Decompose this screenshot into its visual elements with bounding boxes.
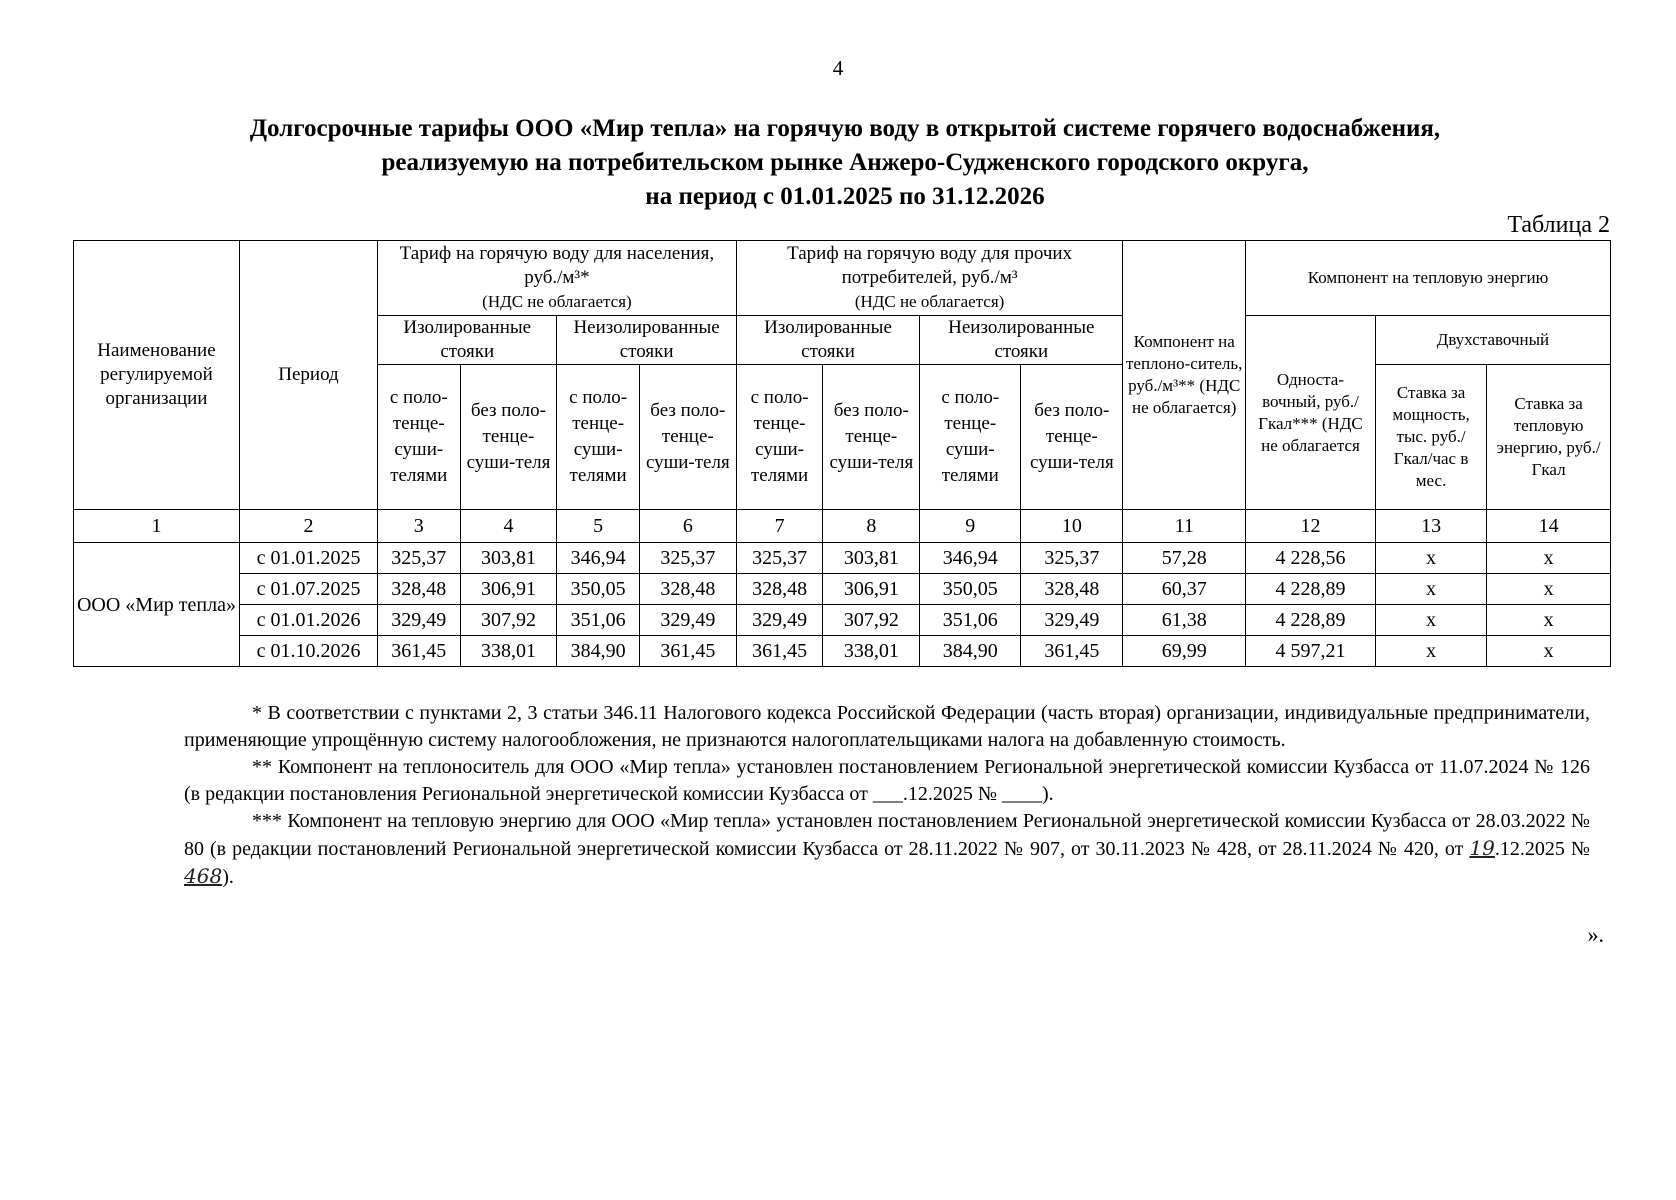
column-number: 6 [639,510,736,543]
header-col6: без поло-тенце-суши-теля [639,365,736,510]
table-cell: 328,48 [1021,574,1123,605]
handwritten-day: 19 [1469,836,1495,860]
column-number: 2 [239,510,377,543]
table-cell: 350,05 [557,574,639,605]
header-carrier-component: Компонент на теплоно-ситель, руб./м³** (НДС не облагается) [1123,241,1246,510]
header-row-1 [74,241,1611,316]
header-single-rate: Односта-вочный, руб./Гкал*** (НДС не облагается [1246,316,1376,510]
table-cell: 4 597,21 [1246,636,1376,667]
table-row [74,605,1611,636]
header-population-tariff [378,241,737,316]
table-cell: x [1487,543,1611,574]
table-cell: 384,90 [920,636,1021,667]
column-number: 4 [460,510,557,543]
tariff-table [73,240,1611,667]
table-cell: 69,99 [1123,636,1246,667]
column-number: 12 [1246,510,1376,543]
header-insulated-pop: Изолированные стояки [378,316,557,365]
table-cell: 350,05 [920,574,1021,605]
header-period: Период [239,241,377,510]
column-number: 13 [1375,510,1486,543]
table-row [74,574,1611,605]
table-cell: 306,91 [823,574,920,605]
table-cell: 4 228,56 [1246,543,1376,574]
title-line-1: Долгосрочные тарифы ООО «Мир тепла» на горячую воду в открытой системе горячего водоснабжения, [249,115,1441,142]
header-org: Наименование регулируемой организации [74,241,240,510]
title-line-3: на период с 01.01.2025 по 31.12.2026 [645,183,1045,210]
table-cell: 351,06 [920,605,1021,636]
table-cell: 325,37 [736,543,823,574]
table-cell: 328,48 [639,574,736,605]
header-non-insulated-pop: Неизолированные стояки [557,316,736,365]
column-numbers-row [74,510,1611,543]
period-cell: с 01.07.2025 [239,574,377,605]
table-cell: 325,37 [639,543,736,574]
table-cell: 329,49 [736,605,823,636]
table-cell: 4 228,89 [1246,574,1376,605]
header-non-insulated-other: Неизолированные стояки [920,316,1123,365]
period-cell: с 01.10.2026 [239,636,377,667]
table-cell: 329,49 [378,605,460,636]
header-col8: без поло-тенце-суши-теля [823,365,920,510]
handwritten-number: 468 [184,864,223,888]
table-cell: 351,06 [557,605,639,636]
table-row [74,543,1611,574]
column-number: 8 [823,510,920,543]
table-cell: 306,91 [460,574,557,605]
organization-name: ООО «Мир тепла» [74,543,240,667]
table-cell: 338,01 [460,636,557,667]
table-cell: x [1375,543,1486,574]
header-insulated-other: Изолированные стояки [736,316,919,365]
table-cell: 61,38 [1123,605,1246,636]
footnote-2: ** Компонент на теплоноситель для ООО «Мир тепла» установлен постановлением Региональной энергетической комиссии Кузбасса от 11.07.2024 № 126 (в редакции постановления Региональной энергетической комиссии Кузбасса от ___.12.2025 № ____). [184,756,1590,805]
column-number: 5 [557,510,639,543]
column-number: 3 [378,510,460,543]
column-number: 7 [736,510,823,543]
column-number: 10 [1021,510,1123,543]
table-cell: 346,94 [920,543,1021,574]
table-cell: x [1487,636,1611,667]
table-cell: 307,92 [823,605,920,636]
column-number: 9 [920,510,1021,543]
footnote-3-mid: .12.2025 № [1494,838,1590,860]
period-cell: с 01.01.2026 [239,605,377,636]
table-cell: 307,92 [460,605,557,636]
table-cell: 325,37 [1021,543,1123,574]
table-cell: 303,81 [823,543,920,574]
table-cell: 325,37 [378,543,460,574]
title-line-2: реализуемую на потребительском рынке Анжеро-Судженского городского округа, [381,149,1309,176]
footnote-1: * В соответствии с пунктами 2, 3 статьи 346.11 Налогового кодекса Российской Федерации (часть вторая) организации, индивидуальные предприниматели, применяющие упрощённую систему налогообложения, не признаются налогоплательщиками налога на добавленную стоимость. [184,702,1590,751]
period-cell: с 01.01.2025 [239,543,377,574]
table-cell: 4 228,89 [1246,605,1376,636]
header-col7: с поло-тенце-суши-телями [736,365,823,510]
header-other-tariff [736,241,1123,316]
closing-quote: ». [1587,922,1604,947]
other-tariff-vat: (НДС не облагается) [854,292,1005,311]
table-cell: 338,01 [823,636,920,667]
table-label: Таблица 2 [1507,212,1610,238]
footnotes [184,700,1590,891]
header-col4: без поло-тенце-суши-теля [460,365,557,510]
table-cell: x [1487,574,1611,605]
table-cell: 329,49 [1021,605,1123,636]
header-col9: с поло-тенце-суши-телями [920,365,1021,510]
table-cell: x [1375,605,1486,636]
header-col10: без поло-тенце-суши-теля [1021,365,1123,510]
footnote-3-end: ). [222,866,234,888]
table-cell: x [1487,605,1611,636]
document-title [150,112,1540,214]
page-number: 4 [832,56,844,80]
table-cell: x [1375,574,1486,605]
header-energy-rate: Ставка за тепловую энергию, руб./Гкал [1487,365,1611,510]
column-number: 11 [1123,510,1246,543]
table-cell: 361,45 [736,636,823,667]
table-cell: 329,49 [639,605,736,636]
table-cell: 384,90 [557,636,639,667]
table-row [74,636,1611,667]
table-cell: 361,45 [639,636,736,667]
table-cell: 328,48 [736,574,823,605]
footnote-3-text: *** Компонент на тепловую энергию для ООО «Мир тепла» установлен постановлением Региональной энергетической комиссии Кузбасса от 28.03.2022 № 80 (в редакции постановлений Региональной энергетической комиссии Кузбасса от 28.11.2022 № 907, от 30.11.2023 № 428, от 28.11.2024 № 420, от [184,810,1590,860]
column-number: 1 [74,510,240,543]
header-col3: с поло-тенце-суши-телями [378,365,460,510]
other-tariff-label: Тариф на горячую воду для прочих потребителей, руб./м³ [787,243,1073,288]
column-number: 14 [1487,510,1611,543]
table-cell: 60,37 [1123,574,1246,605]
table-cell: 303,81 [460,543,557,574]
table-cell: 328,48 [378,574,460,605]
footnote-3 [184,808,1590,891]
table-cell: 346,94 [557,543,639,574]
header-capacity-rate: Ставка за мощность, тыс. руб./ Гкал/час в мес. [1375,365,1486,510]
population-tariff-vat: (НДС не облагается) [482,292,632,311]
header-two-rate: Двухставочный [1375,316,1610,365]
header-heat-component: Компонент на тепловую энергию [1246,241,1611,316]
population-tariff-label: Тариф на горячую воду для населения, руб./м³* [399,243,715,288]
header-col5: с поло-тенце-суши-телями [557,365,639,510]
table-cell: 361,45 [1021,636,1123,667]
table-cell: 57,28 [1123,543,1246,574]
table-cell: x [1375,636,1486,667]
table-cell: 361,45 [378,636,460,667]
